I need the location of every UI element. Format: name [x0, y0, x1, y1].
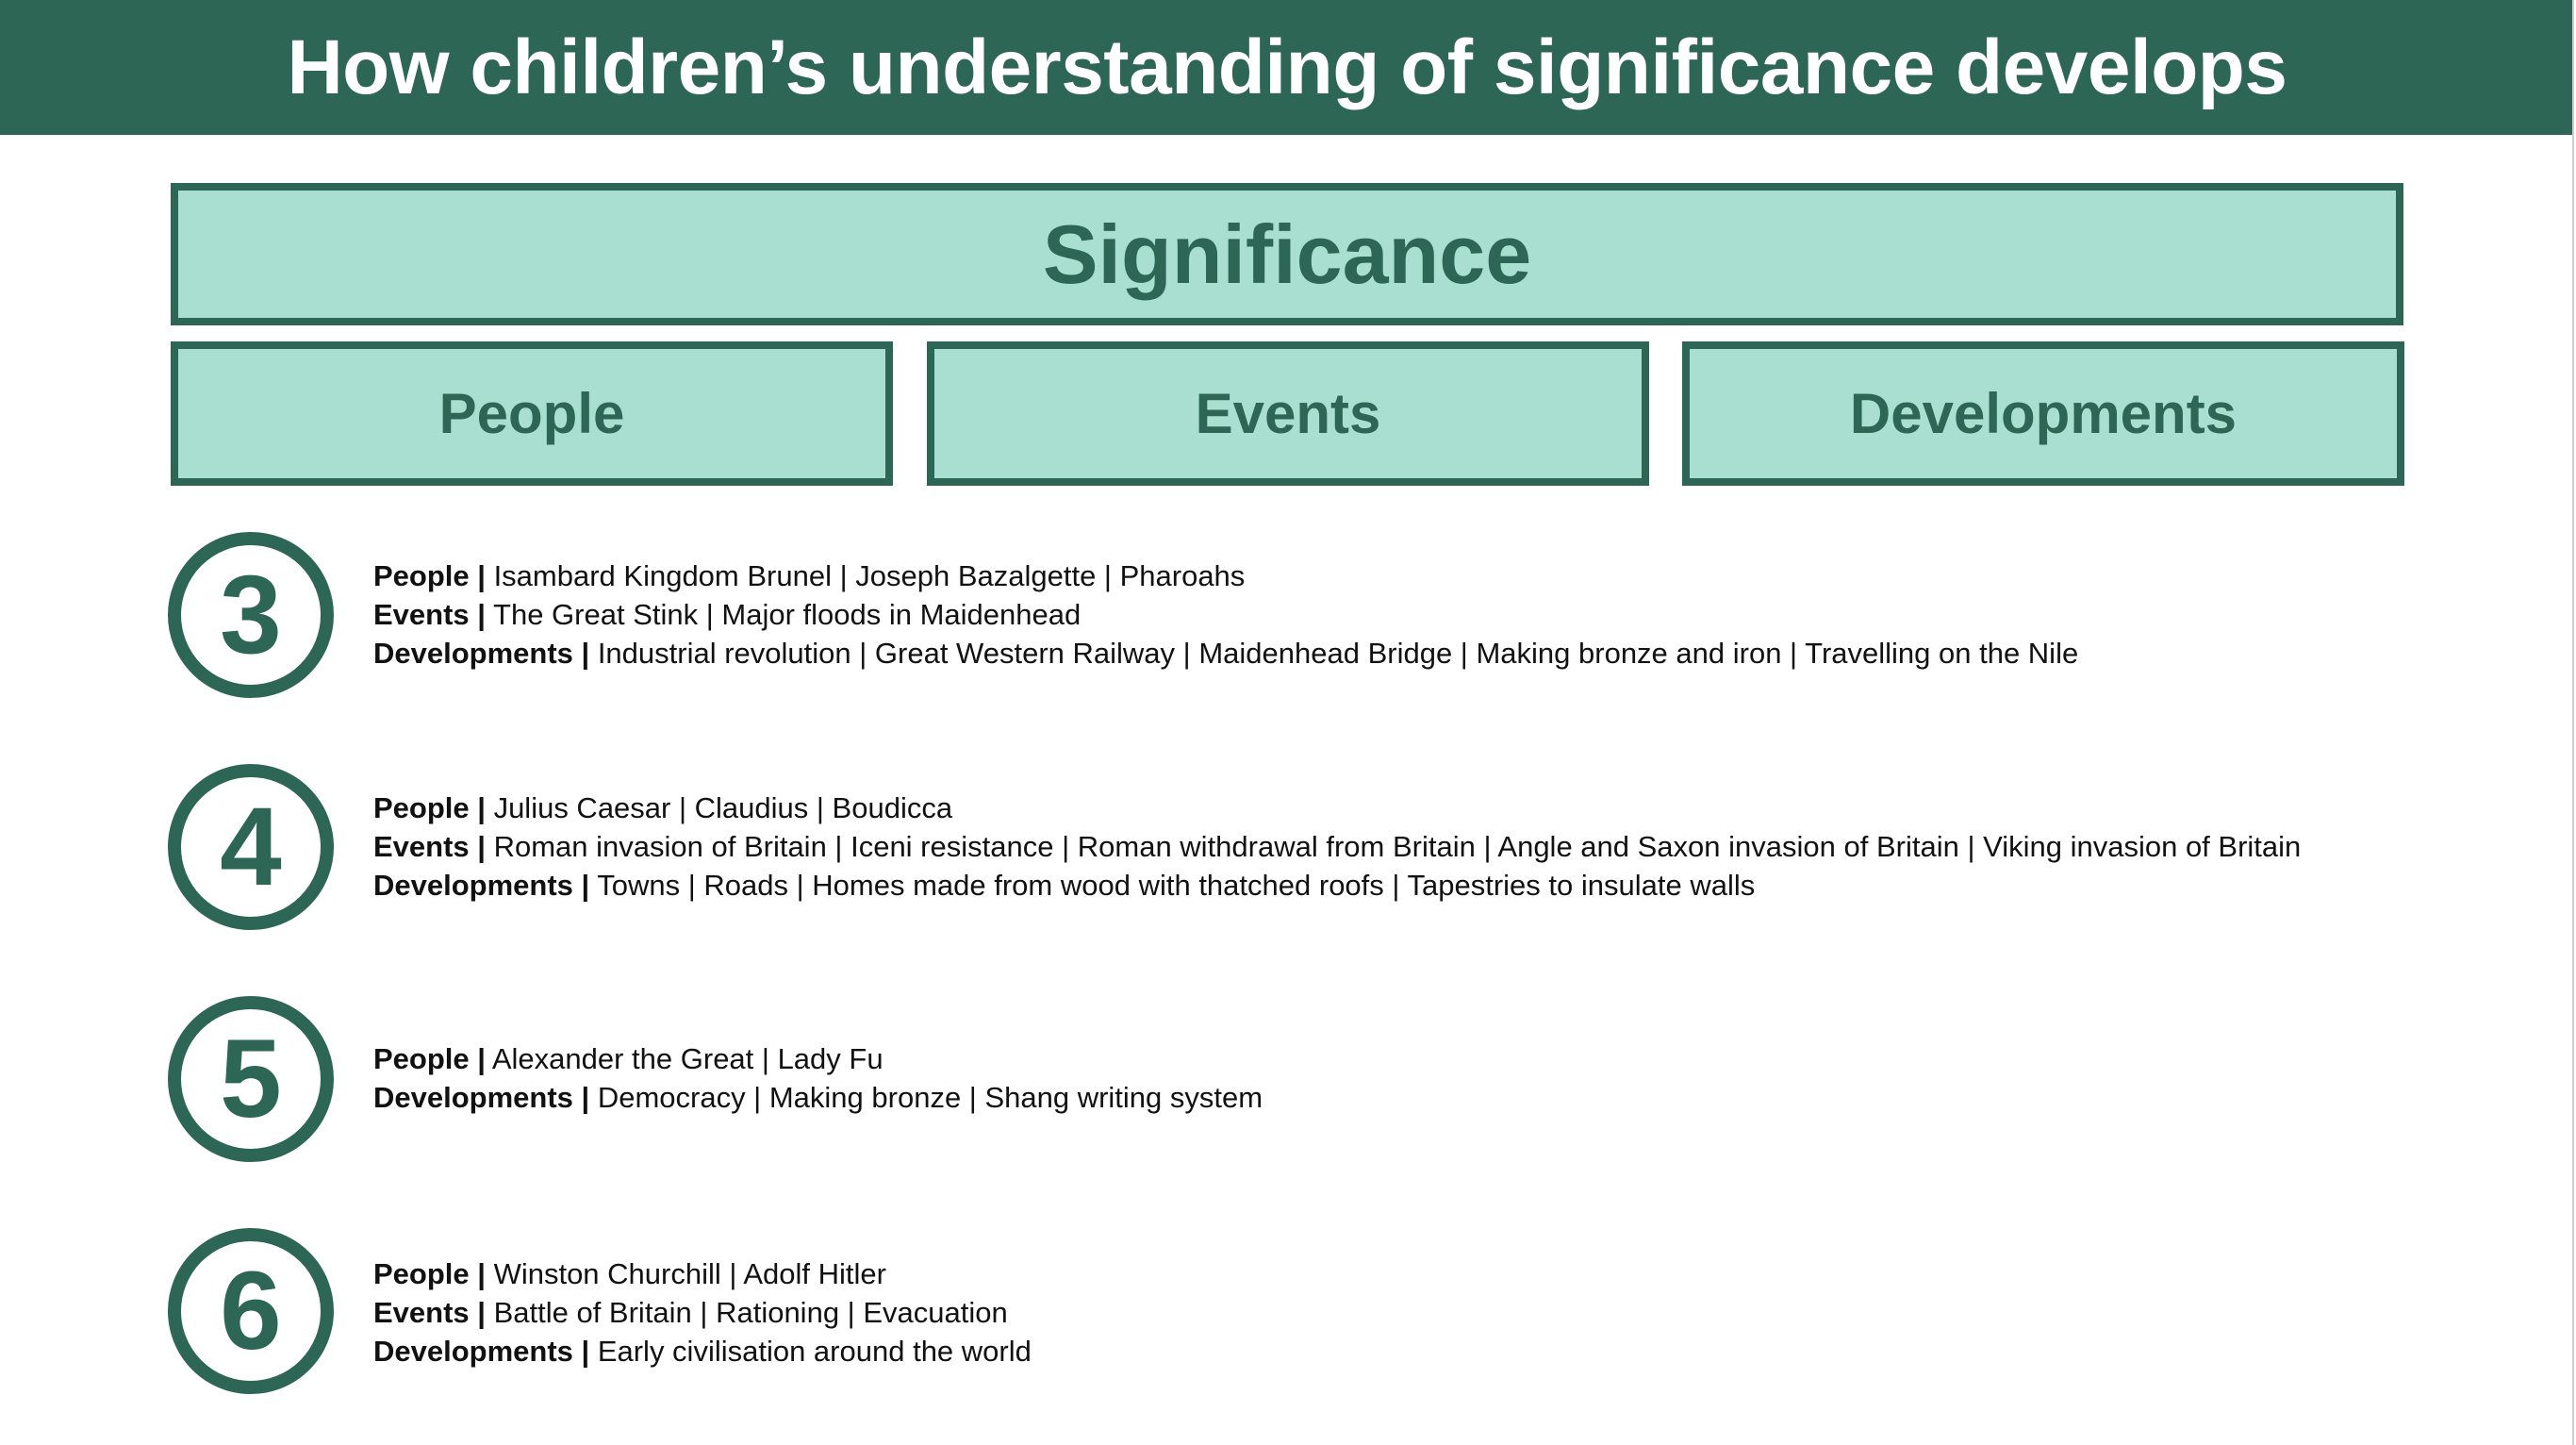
level-number-badge [168, 532, 334, 698]
line-text: Towns | Roads | Homes made from wood with thatched roofs | Tapestries to insulate walls [597, 869, 1756, 902]
level-lines [373, 556, 2078, 673]
line-text: Battle of Britain | Rationing | Evacuation [493, 1296, 1008, 1329]
level-number-badge [168, 1228, 334, 1394]
line-label: People | [373, 1257, 486, 1290]
line-text: Isambard Kingdom Brunel | Joseph Bazalgette | Pharoahs [493, 559, 1246, 592]
level-number: 5 [220, 1017, 282, 1141]
level-number-badge [168, 764, 334, 930]
line-text: Industrial revolution | Great Western Railway | Maidenhead Bridge | Making bronze and iron | Travelling on the Nile [597, 637, 2079, 670]
line-text: Winston Churchill | Adolf Hitler [493, 1257, 886, 1290]
line-label: Events | [373, 830, 486, 863]
level-number-badge [168, 996, 334, 1162]
line-label: Developments | [373, 869, 590, 902]
level-line-people [373, 556, 2078, 595]
line-text: Democracy | Making bronze | Shang writing system [597, 1081, 1263, 1114]
line-label: Developments | [373, 1335, 590, 1368]
significance-box [171, 183, 2403, 325]
slide-edge-divider [2572, 0, 2574, 1445]
line-text: Julius Caesar | Claudius | Boudicca [493, 791, 953, 824]
level-line-developments [373, 1332, 1032, 1370]
category-box-events [927, 341, 1649, 486]
category-box-developments [1682, 341, 2404, 486]
category-label: Events [1195, 382, 1381, 445]
line-text: Alexander the Great | Lady Fu [491, 1042, 883, 1075]
level-number: 4 [220, 785, 282, 909]
level-number: 3 [220, 553, 282, 677]
line-text: Roman invasion of Britain | Iceni resistance | Roman withdrawal from Britain | Angle and Saxon invasion of Britain | Viking invasion of Britain [493, 830, 2302, 863]
level-lines [373, 1254, 1032, 1370]
level-lines [373, 1039, 1263, 1117]
header-bar [0, 0, 2574, 135]
line-text: Early civilisation around the world [597, 1335, 1032, 1368]
line-label: People | [373, 559, 486, 592]
line-label: People | [373, 791, 486, 824]
category-label: Developments [1849, 382, 2237, 445]
level-line-people [373, 789, 2301, 827]
level-line-developments [373, 866, 2301, 905]
line-text: The Great Stink | Major floods in Maidenhead [493, 598, 1082, 631]
page-title: How children’s understanding of significance develops [287, 24, 2287, 110]
level-number: 6 [220, 1249, 282, 1373]
level-line-people [373, 1039, 1263, 1078]
line-label: Developments | [373, 637, 590, 670]
level-lines [373, 789, 2301, 905]
line-label: Events | [373, 598, 486, 631]
level-line-events [373, 1293, 1032, 1332]
level-line-events [373, 595, 2078, 634]
line-label: Developments | [373, 1081, 590, 1114]
line-label: People | [373, 1042, 486, 1075]
level-line-developments [373, 634, 2078, 673]
level-line-events [373, 827, 2301, 866]
category-box-people [171, 341, 893, 486]
line-label: Events | [373, 1296, 486, 1329]
level-line-people [373, 1254, 1032, 1293]
significance-label: Significance [1042, 207, 1532, 301]
category-label: People [438, 382, 625, 445]
level-line-developments [373, 1078, 1263, 1117]
